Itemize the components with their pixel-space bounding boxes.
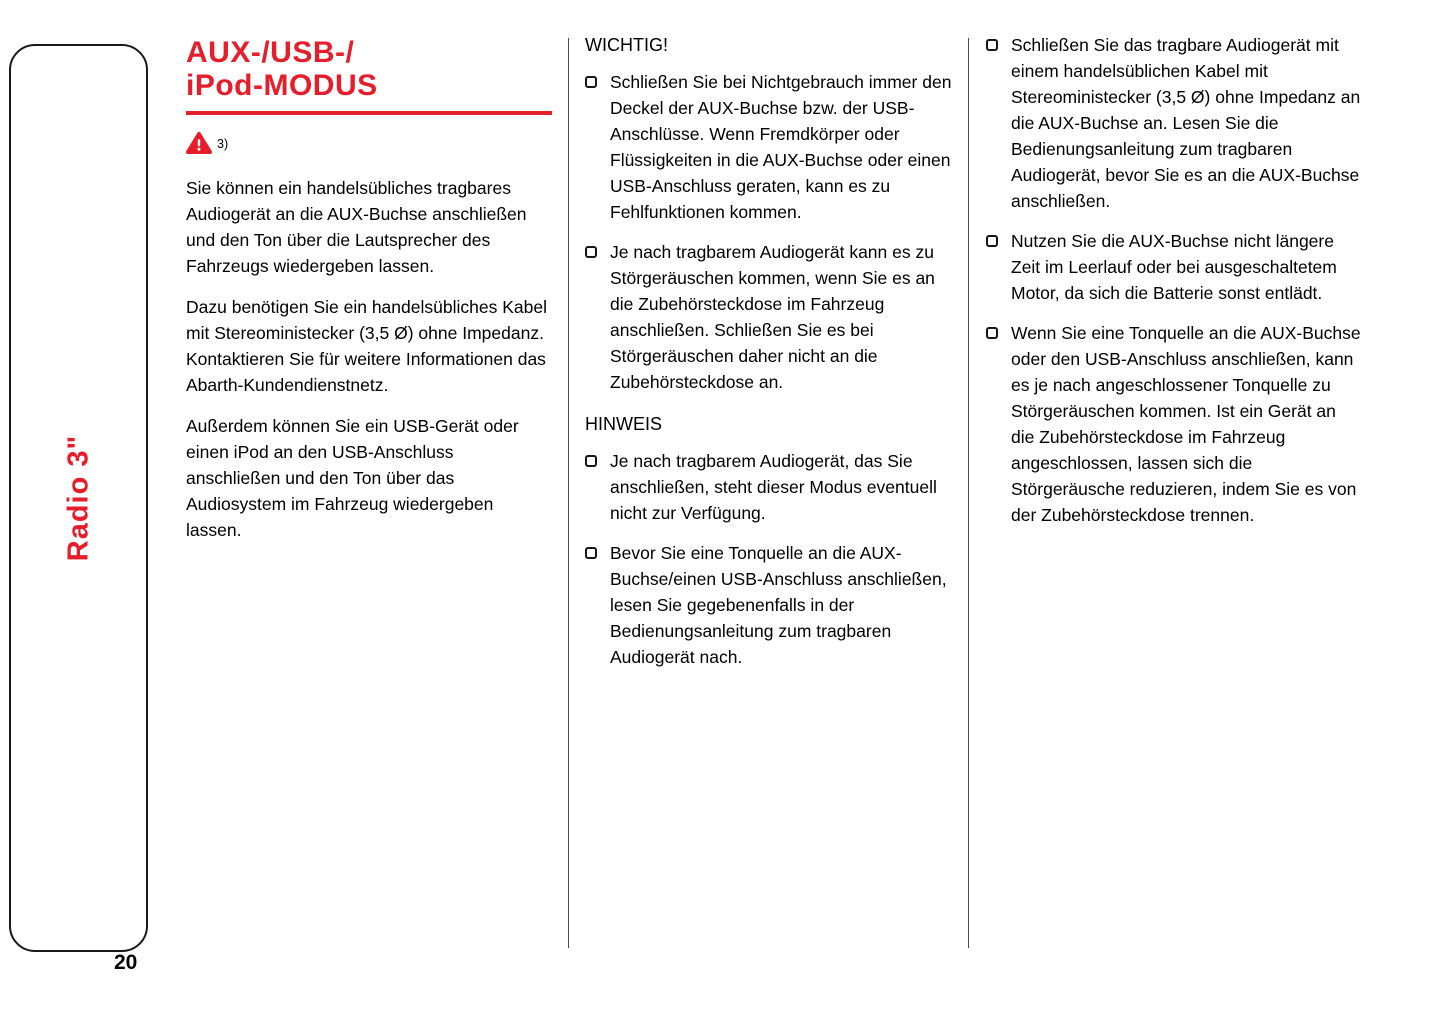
column-3 (986, 32, 1362, 542)
square-bullet-icon (986, 235, 998, 247)
list-item (986, 320, 1362, 528)
section-heading-hinweis: HINWEIS (585, 414, 663, 434)
square-bullet-icon (585, 547, 597, 559)
list-item-text: Schließen Sie bei Nichtgebrauch immer den Deckel der AUX-Buchse bzw. der USB-Anschlüsse. Wenn Fremdkörper oder Flüssigkeiten in die AUX-Buchse oder einen USB-Anschluss geraten, kann es zu Fehlfunktionen kommen. (610, 72, 952, 222)
column-1 (186, 36, 552, 558)
page-title (186, 36, 552, 102)
list-item-text: Je nach tragbarem Audiogerät, das Sie anschließen, steht dieser Modus eventuell nicht zur Verfügung. (610, 451, 937, 523)
warning-triangle-icon (186, 131, 212, 155)
page-title-line1: AUX-/USB-/ (186, 36, 355, 69)
list-item-text: Schließen Sie das tragbare Audiogerät mit einem handelsüblichen Kabel mit Stereoministecker (3,5 Ø) ohne Impedanz an die AUX-Buchse an. Lesen Sie die Bedienungsanleitung zum tragbaren Audiogerät, bevor Sie es an die AUX-Buchse anschließen. (1011, 35, 1361, 211)
list-item (585, 448, 955, 526)
sidebar-tab (9, 44, 148, 952)
list-item-text: Nutzen Sie die AUX-Buchse nicht längere Zeit im Leerlauf oder bei ausgeschaltetem Motor, da sich die Batterie sonst entlädt. (1011, 231, 1337, 303)
square-bullet-icon (986, 39, 998, 51)
list-item (585, 69, 955, 225)
square-bullet-icon (585, 76, 597, 88)
section-heading-wichtig: WICHTIG! (585, 35, 668, 55)
list-item-text: Je nach tragbarem Audiogerät kann es zu Störgeräuschen kommen, wenn Sie es an die Zubehörsteckdose im Fahrzeug anschließen. Schließen Sie es bei Störgeräuschen daher nicht an die Zubehörsteckdose an. (610, 242, 935, 392)
title-underline (186, 111, 552, 115)
paragraph: Sie können ein handelsübliches tragbares Audiogerät an die AUX-Buchse anschließen und den Ton über die Lautsprecher des Fahrzeugs wiedergeben lassen. (186, 178, 527, 276)
square-bullet-icon (585, 455, 597, 467)
sidebar-tab-label: Radio 3" (62, 434, 94, 562)
paragraph: Außerdem können Sie ein USB-Gerät oder einen iPod an den USB-Anschluss anschließen und den Ton über das Audiosystem im Fahrzeug wiedergeben lassen. (186, 416, 519, 540)
column-divider (568, 38, 569, 948)
list-item (585, 540, 955, 670)
column-divider (968, 38, 969, 948)
list-item-text: Bevor Sie eine Tonquelle an die AUX-Buchse/einen USB-Anschluss anschließen, lesen Sie gegebenenfalls in der Bedienungsanleitung zum tragbaren Audiogerät nach. (610, 543, 947, 667)
square-bullet-icon (986, 327, 998, 339)
list-item (986, 32, 1362, 214)
page-number: 20 (114, 951, 138, 974)
warning-footnote-ref: 3) (217, 137, 229, 151)
list-item (585, 239, 955, 395)
page-title-line2: iPod-MODUS (186, 69, 378, 102)
list-item (986, 228, 1362, 306)
warning-row (186, 131, 552, 155)
column-2 (585, 32, 955, 684)
paragraph: Dazu benötigen Sie ein handelsübliches Kabel mit Stereoministecker (3,5 Ø) ohne Impedanz. Kontaktieren Sie für weitere Informationen das Abarth-Kundendienstnetz. (186, 297, 547, 395)
square-bullet-icon (585, 246, 597, 258)
list-item-text: Wenn Sie eine Tonquelle an die AUX-Buchse oder den USB-Anschluss anschließen, kann es je nach angeschlossener Tonquelle zu Störgeräuschen kommen. Ist ein Gerät an die Zubehörsteckdose im Fahrzeug angeschlossen, lassen sich die Störgeräusche reduzieren, indem Sie es von der Zubehörsteckdose trennen. (1011, 323, 1361, 525)
